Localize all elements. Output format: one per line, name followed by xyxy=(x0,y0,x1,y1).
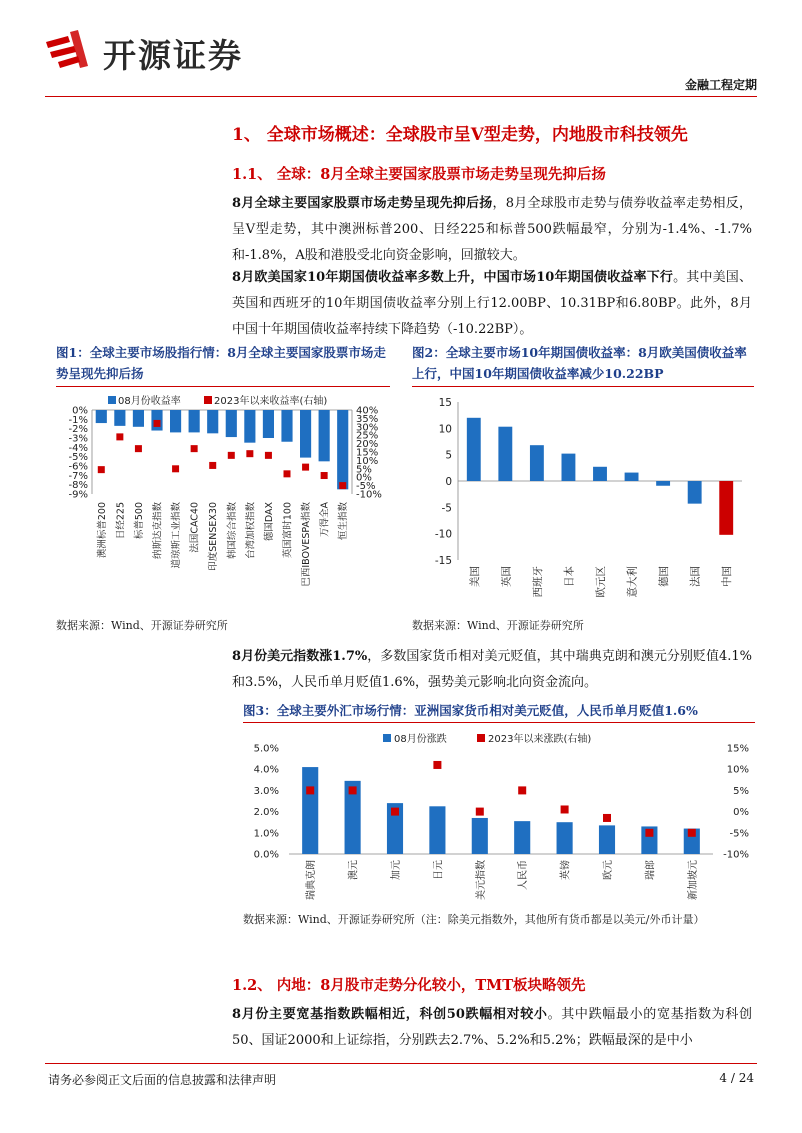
y-tick-label: 10 xyxy=(438,423,452,436)
figure-2-source: 数据来源：Wind、开源证券研究所 xyxy=(412,619,584,632)
right-tick-label: 15% xyxy=(356,447,379,459)
x-tick-label-0: 澳洲标普200 xyxy=(96,502,108,559)
marker-ytd-7 xyxy=(603,814,611,822)
y-tick-label: -5 xyxy=(441,502,452,515)
figure-2-title: 图2：全球主要市场10年期国债收益率：8月欧美国债收益率上行，中国10年期国债收益率减少10.22BP xyxy=(412,345,747,381)
x-tick-label-0: 美国 xyxy=(468,566,481,587)
bar-6 xyxy=(656,481,670,486)
marker-ytd-9 xyxy=(265,452,272,459)
marker-ytd-6 xyxy=(561,805,569,813)
right-tick-label: 10% xyxy=(356,455,379,467)
marker-ytd-2 xyxy=(391,808,399,816)
x-tick-label-13: 恒生指数 xyxy=(338,502,350,541)
right-tick-label: -5% xyxy=(729,828,749,840)
x-tick-label-1: 澳元 xyxy=(348,860,360,880)
x-tick-label-6: 德国 xyxy=(658,566,671,587)
right-tick-label: 25% xyxy=(356,430,379,442)
y-tick-label: 5 xyxy=(445,449,452,462)
right-tick-label: 15% xyxy=(726,743,749,755)
x-tick-label-4: 道琼斯工业指数 xyxy=(171,502,183,569)
right-tick-label: -10% xyxy=(723,849,749,861)
right-tick-label: -10% xyxy=(356,489,382,501)
y-tick-label: -15 xyxy=(434,555,452,567)
x-tick-label-8: 瑞郎 xyxy=(645,860,657,880)
bar-monthly-3 xyxy=(429,806,445,854)
left-tick-label: 3.0% xyxy=(253,785,279,797)
legend-label-monthly: 08月份涨跌 xyxy=(394,734,447,745)
marker-ytd-1 xyxy=(116,433,123,440)
x-tick-label-2: 加元 xyxy=(391,860,402,880)
section-1-title: 1、 全球市场概述：全球股市呈V型走势，内地股市科技领先 xyxy=(232,125,688,145)
left-tick-label: 4.0% xyxy=(253,764,279,776)
marker-ytd-0 xyxy=(306,786,314,794)
bar-monthly-5 xyxy=(189,410,200,432)
bar-5 xyxy=(625,473,639,481)
left-tick-label: 0.0% xyxy=(253,849,279,861)
para-bold: 8月全球主要国家股票市场走势呈现先抑后扬 xyxy=(232,196,493,211)
bar-4 xyxy=(593,467,607,481)
marker-ytd-9 xyxy=(688,829,696,837)
x-tick-label-0: 瑞典克朗 xyxy=(306,860,318,900)
marker-ytd-10 xyxy=(284,470,291,477)
bar-monthly-7 xyxy=(226,410,237,437)
left-tick-label: -4% xyxy=(68,442,88,454)
para-bold: 8月份美元指数涨1.7% xyxy=(232,649,368,664)
x-tick-label-3: 纳斯达克指数 xyxy=(152,502,164,560)
x-tick-label-1: 英国 xyxy=(500,566,513,587)
x-tick-label-10: 英国富时100 xyxy=(282,502,294,559)
x-tick-label-7: 欧元 xyxy=(603,860,614,880)
footer-divider xyxy=(45,1063,757,1064)
marker-ytd-11 xyxy=(302,464,309,471)
x-tick-label-5: 意大利 xyxy=(626,566,639,598)
marker-ytd-6 xyxy=(209,462,216,469)
bar-monthly-12 xyxy=(319,410,330,461)
x-tick-label-9: 德国DAX xyxy=(263,502,275,542)
right-tick-label: 20% xyxy=(356,439,379,451)
para-text: ，多数国家货币相对美元贬值，其中瑞典克朗和澳元分别贬值4.1%和3.5%，人民币单月贬值1.6%，强势美元影响北向资金流向。 xyxy=(232,649,753,690)
bar-8 xyxy=(719,481,733,535)
left-tick-label: -5% xyxy=(68,452,88,464)
marker-ytd-8 xyxy=(246,450,253,457)
para-bold: 8月欧美国家10年期国债收益率多数上升，中国市场10年期国债收益率下行 xyxy=(232,270,674,285)
brand-name: 开源证券 xyxy=(103,36,243,75)
left-tick-label: -9% xyxy=(68,489,88,501)
bar-monthly-5 xyxy=(514,821,530,854)
bar-monthly-4 xyxy=(472,818,488,854)
figure-2-rule xyxy=(412,386,754,387)
section-1-1-title: 1.1、 全球：8月全球主要国家股票市场走势呈现先抑后扬 xyxy=(232,166,606,183)
right-tick-label: 0% xyxy=(356,472,372,484)
bar-0 xyxy=(467,418,481,481)
figure-3-title: 图3：全球主要外汇市场行情：亚洲国家货币相对美元贬值，人民币单月贬值1.6% xyxy=(243,703,698,718)
x-tick-label-8: 中国 xyxy=(721,566,734,587)
bar-monthly-0 xyxy=(96,410,107,423)
left-tick-label: -7% xyxy=(68,470,88,482)
legend-label-ytd: 2023年以来涨跌(右轴) xyxy=(488,734,592,745)
paragraph-usd xyxy=(232,644,752,696)
page-number: 4 / 24 xyxy=(719,1071,754,1085)
report-type: 金融工程定期 xyxy=(684,78,757,92)
bar-monthly-6 xyxy=(207,410,218,433)
x-tick-label-7: 法国 xyxy=(689,566,702,587)
figure-1-source: 数据来源：Wind、开源证券研究所 xyxy=(56,619,228,632)
figure-3-chart xyxy=(243,726,755,904)
legend-label-ytd: 2023年以来收益率(右轴) xyxy=(214,396,328,407)
y-tick-label: 15 xyxy=(438,397,452,409)
paragraph-global-stocks xyxy=(232,191,752,269)
bar-monthly-8 xyxy=(244,410,255,443)
x-tick-label-8: 台湾加权指数 xyxy=(245,502,257,560)
x-tick-label-2: 标普500 xyxy=(133,502,145,540)
x-tick-label-5: 法国CAC40 xyxy=(189,502,201,553)
bar-monthly-11 xyxy=(300,410,311,458)
figure-3-rule xyxy=(243,722,755,723)
para-text: 。其中美国、英国和西班牙的10年期国债收益率分别上行12.00BP、10.31BP和6.80BP。此外，8月中国十年期国债收益率持续下降趋势（-10.22BP）。 xyxy=(232,270,752,337)
figure-1-title: 图1：全球主要市场股指行情：8月全球主要国家股票市场走势呈现先抑后扬 xyxy=(56,345,386,381)
x-tick-label-3: 日元 xyxy=(433,860,445,880)
marker-ytd-4 xyxy=(476,808,484,816)
bar-7 xyxy=(688,481,702,504)
marker-ytd-0 xyxy=(98,466,105,473)
para-text: ，8月全球股市走势与债券收益率走势相反，呈V型走势，其中澳洲标普200、日经225和标普500跌幅最窄，分别为-1.4%、-1.7%和-1.8%，A股和港股受北向资金影响，回撤较大。 xyxy=(232,196,752,263)
x-tick-label-4: 欧元区 xyxy=(595,566,607,598)
x-tick-label-6: 英镑 xyxy=(560,860,572,880)
figure-1-chart xyxy=(56,390,390,608)
left-tick-label: 1.0% xyxy=(253,828,279,840)
right-tick-label: 10% xyxy=(726,764,749,776)
y-tick-label: 0 xyxy=(445,476,452,488)
bar-monthly-4 xyxy=(170,410,181,432)
right-tick-label: 5% xyxy=(733,785,749,797)
x-tick-label-6: 印度SENSEX30 xyxy=(208,502,220,571)
bar-monthly-13 xyxy=(337,410,348,489)
bar-3 xyxy=(562,454,576,481)
marker-ytd-8 xyxy=(645,829,653,837)
figure-3-source: 数据来源：Wind、开源证券研究所（注：除美元指数外，其他所有货币都是以美元/外币计量） xyxy=(243,913,705,926)
bar-monthly-10 xyxy=(281,410,292,442)
bar-monthly-2 xyxy=(133,410,144,427)
legend-swatch-monthly xyxy=(108,396,116,404)
marker-ytd-5 xyxy=(191,445,198,452)
right-tick-label: 5% xyxy=(356,464,372,476)
marker-ytd-3 xyxy=(154,420,161,427)
x-tick-label-1: 日经225 xyxy=(115,502,127,540)
x-tick-label-7: 韩国综合指数 xyxy=(226,502,238,560)
legend-swatch-monthly xyxy=(383,734,391,742)
left-tick-label: 0% xyxy=(72,405,88,417)
left-tick-label: -6% xyxy=(68,461,88,473)
marker-ytd-5 xyxy=(518,786,526,794)
marker-ytd-2 xyxy=(135,445,142,452)
left-tick-label: 5.0% xyxy=(253,743,279,755)
bar-1 xyxy=(498,427,512,481)
bar-monthly-7 xyxy=(599,825,615,854)
paragraph-domestic xyxy=(232,1002,752,1054)
legend-label-monthly: 08月份收益率 xyxy=(118,396,181,407)
x-tick-label-11: 巴西IBOVESPA指数 xyxy=(301,502,313,587)
paragraph-bond-yields xyxy=(232,265,752,343)
para-bold: 8月份主要宽基指数跌幅相近，科创50跌幅相对较小 xyxy=(232,1007,548,1022)
bar-monthly-9 xyxy=(263,410,274,438)
bar-monthly-0 xyxy=(302,767,318,854)
para-text: 。其中跌幅最小的宽基指数为科创50、国证2000和上证综指，分别跌去2.7%、5.2%和5.2%；跌幅最深的是中小 xyxy=(232,1007,752,1048)
figure-2-chart xyxy=(412,390,754,608)
x-tick-label-3: 日本 xyxy=(563,566,576,587)
x-tick-label-12: 万得全A xyxy=(319,502,331,537)
marker-ytd-1 xyxy=(349,786,357,794)
legend-swatch-ytd xyxy=(204,396,212,404)
left-tick-label: 2.0% xyxy=(253,807,279,819)
bar-monthly-1 xyxy=(114,410,125,426)
left-tick-label: -3% xyxy=(68,433,88,445)
marker-ytd-4 xyxy=(172,465,179,472)
bar-2 xyxy=(530,445,544,481)
header-divider xyxy=(45,96,757,97)
x-tick-label-9: 新加坡元 xyxy=(687,860,699,900)
legend-swatch-ytd xyxy=(477,734,485,742)
footer-disclaimer: 请务必参阅正文后面的信息披露和法律声明 xyxy=(48,1073,277,1087)
right-tick-label: 35% xyxy=(356,413,379,425)
right-tick-label: 30% xyxy=(356,422,379,434)
right-tick-label: 40% xyxy=(356,405,379,417)
section-1-2-title: 1.2、 内地：8月股市走势分化较小，TMT板块略领先 xyxy=(232,977,586,994)
x-tick-label-5: 人民币 xyxy=(518,860,530,890)
x-tick-label-4: 美元指数 xyxy=(475,860,487,900)
marker-ytd-3 xyxy=(433,761,441,769)
x-tick-label-2: 西班牙 xyxy=(531,566,544,598)
right-tick-label: 0% xyxy=(733,807,749,819)
y-tick-label: -10 xyxy=(434,528,452,541)
marker-ytd-12 xyxy=(321,472,328,479)
left-tick-label: -1% xyxy=(68,414,88,426)
marker-ytd-7 xyxy=(228,452,235,459)
marker-ytd-13 xyxy=(339,482,346,489)
brand-logo-icon xyxy=(44,28,92,72)
right-tick-label: -5% xyxy=(356,481,376,493)
figure-1-rule xyxy=(56,386,390,387)
left-tick-label: -2% xyxy=(68,424,88,436)
left-tick-label: -8% xyxy=(68,480,88,492)
bar-monthly-6 xyxy=(557,822,573,854)
